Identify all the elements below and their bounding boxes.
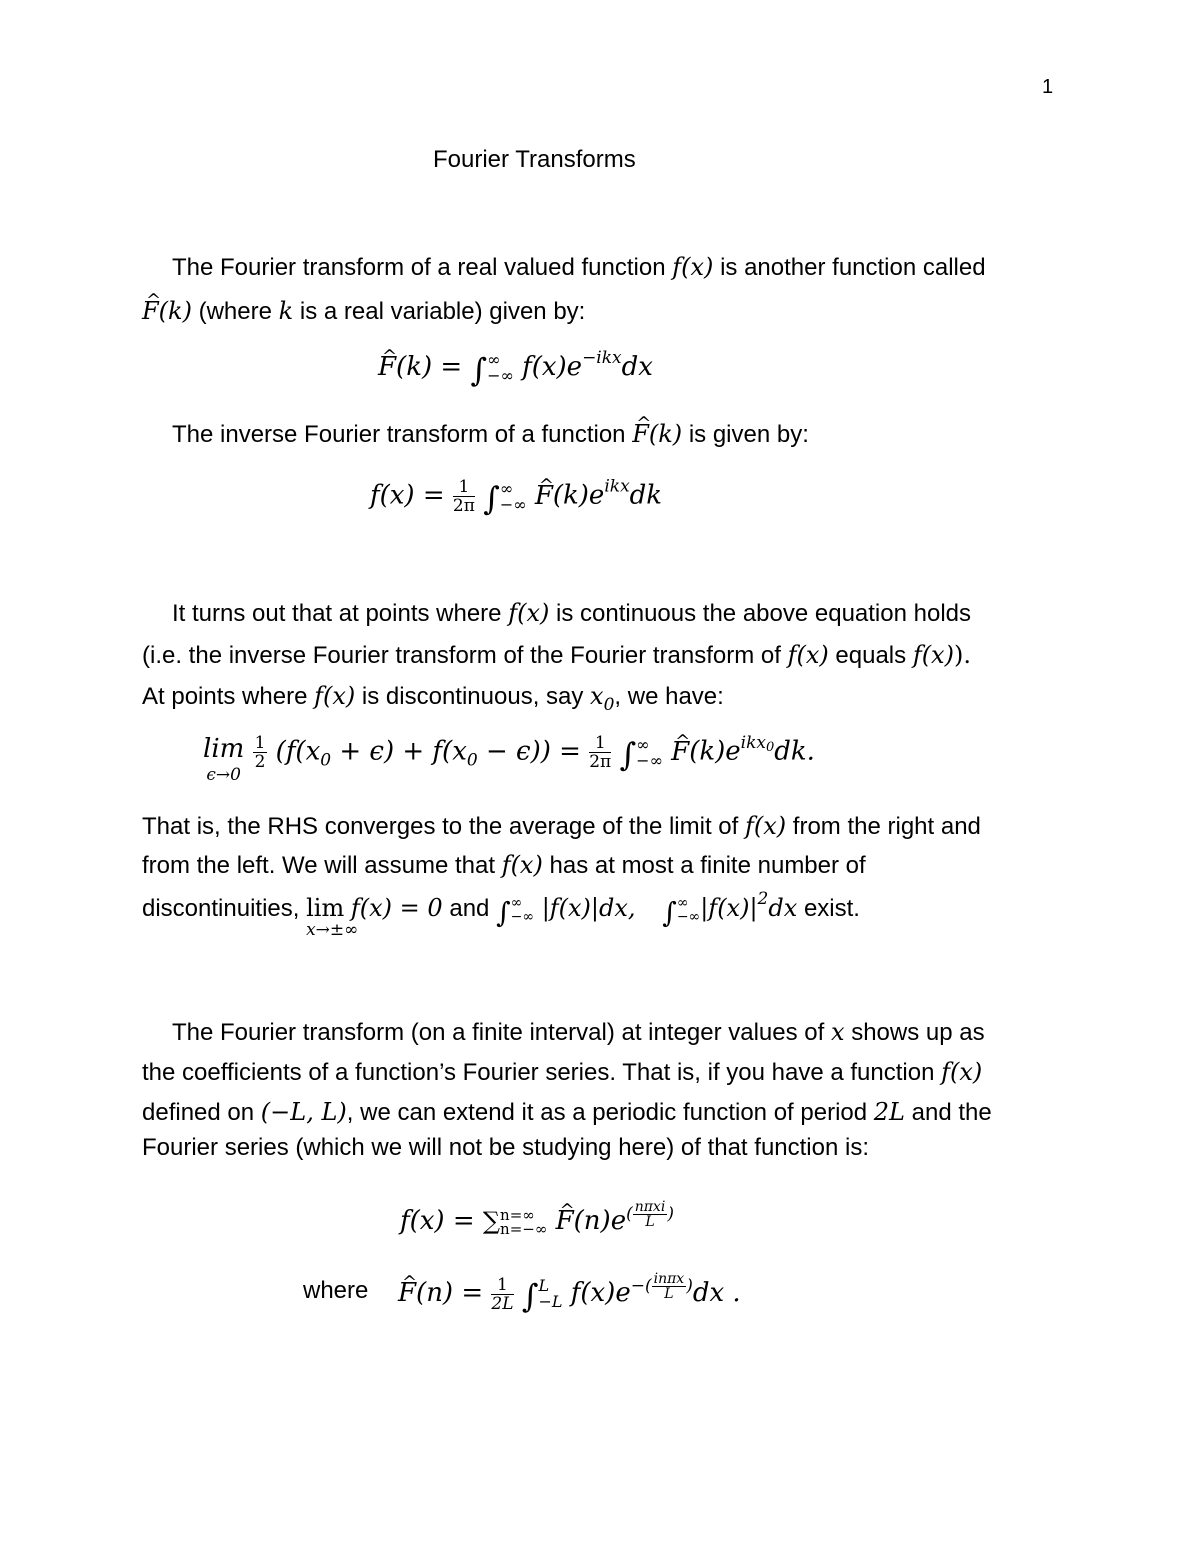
- math-f-of-x-equals-0: f(x) = 0: [350, 894, 443, 922]
- text-span: (where: [198, 298, 272, 325]
- text-span: and: [449, 895, 490, 922]
- text-span: is discontinuous, say: [361, 683, 584, 710]
- math-f-of-x: f(x): [787, 641, 829, 669]
- text-span: equals: [835, 642, 907, 669]
- paragraph-5-line-4: Fourier series (which we will not be studying here) of that function is:: [142, 1134, 869, 1161]
- text-span: from the left. We will assume that: [142, 852, 496, 879]
- math-interval: (−L, L): [260, 1098, 347, 1126]
- math-2L: 2L: [873, 1098, 905, 1126]
- paragraph-1-line-2: [142, 296, 585, 327]
- text-span: and the: [911, 1099, 992, 1126]
- lim-operator: lim x→±∞: [306, 894, 359, 940]
- text-span: exist.: [803, 895, 860, 922]
- text-span: is continuous the above equation holds: [556, 600, 972, 627]
- paragraph-4-line-2: [142, 850, 866, 881]
- paragraph-4-line-1: [142, 811, 981, 842]
- math-F-hat-of-k: ^ F(k): [142, 297, 192, 325]
- paragraph-3-line-1: [172, 598, 971, 629]
- text-span: (i.e. the inverse Fourier transform of the Fourier transform of: [142, 642, 781, 669]
- math-f-of-x: f(x): [508, 599, 550, 627]
- page-number: 1: [1042, 76, 1054, 98]
- page-title: Fourier Transforms: [433, 146, 636, 173]
- paragraph-2: [172, 419, 809, 450]
- math-integral-abs-f-squared: ∫ ∞ −∞ $|f(x)|^2dx$: [662, 889, 798, 929]
- math-x: x: [830, 1018, 845, 1046]
- math-integral-abs-f: ∫ ∞ −∞ |f(x)|dx,: [496, 894, 636, 929]
- text-span: The inverse Fourier transform of a function: [172, 421, 626, 448]
- math-F-hat-of-k: ^ F(k): [632, 420, 682, 448]
- lim-operator: lim ϵ→0: [203, 734, 245, 785]
- fourier-coefficient-equation: ^ F(n) = $\frac{1}{2L}$ ∫ L −L $f(x)e^{-( \frac{\text{inπx}}{L} )}dx$ .: [398, 1272, 741, 1313]
- fourier-transform-equation: ^ F(k) = ∫ ∞ −∞ $f(x)e^{-ikx}dx$: [378, 352, 653, 385]
- text-span: It turns out that at points where: [172, 600, 502, 627]
- text-span: , we can extend it as a periodic function of period: [346, 1099, 868, 1126]
- text-span: The Fourier transform of a real valued function: [172, 254, 666, 281]
- limit-average-equation: lim ϵ→0 $\frac{1}{2}$ $(f(x_0 + \epsilon) + f(x_0 - \epsilon))$ = $\frac{1}{2\pi}$ ∫ ∞ −∞ ^ $F(k)e^{ikx_0}dk$.: [203, 734, 815, 771]
- text-span: discontinuities,: [142, 895, 300, 922]
- math-f-of-x: f(x): [314, 682, 356, 710]
- math-f-of-x: f(x): [501, 851, 543, 879]
- text-span: is a real variable) given by:: [299, 298, 586, 325]
- text-span: the coefficients of a function’s Fourier series. That is, if you have a function: [142, 1059, 935, 1086]
- paragraph-3-line-2: (i.e. the inverse Fourier transform of the Fourier transform of f(x) equals f(x)).: [142, 641, 971, 669]
- math-k: k: [278, 297, 294, 325]
- math-f-of-x: f(x): [744, 812, 787, 840]
- text-span: has at most a finite number of: [549, 852, 866, 879]
- paragraph-5-line-1: [172, 1017, 985, 1048]
- fourier-series-equation: f(x) = ∑ n=∞ n=−∞ ^ $F(n)e^{( \frac{\text{nπxi}}{L} )}$: [400, 1200, 674, 1236]
- inverse-fourier-transform-equation: f(x) = $\frac{1}{2\pi}$ ∫ ∞ −∞ ^ $F(k)e^{ikx}dk$: [370, 478, 662, 515]
- text-span: The Fourier transform (on a finite interval) at integer values of: [172, 1019, 825, 1046]
- where-label: where: [303, 1277, 369, 1304]
- paragraph-5-line-3: [142, 1097, 992, 1128]
- text-span: shows up as: [851, 1019, 985, 1046]
- math-f-of-x: f(x): [912, 641, 954, 669]
- paragraph-3-line-3: [142, 681, 724, 715]
- text-span: is given by:: [688, 421, 809, 448]
- math-f-of-x: f(x): [672, 253, 714, 281]
- text-span: defined on: [142, 1099, 255, 1126]
- math-f-of-x: f(x): [941, 1058, 983, 1086]
- text-span: , we have:: [614, 683, 724, 710]
- text-span: At points where: [142, 683, 308, 710]
- paragraph-4-line-3: [142, 889, 860, 940]
- math-x0: $x_0$: [590, 682, 615, 715]
- paragraph-1-line-1: [172, 252, 986, 283]
- paragraph-5-line-2: [142, 1057, 982, 1088]
- text-span: That is, the RHS converges to the average of the limit of: [142, 813, 739, 840]
- text-span: is another function called: [720, 254, 986, 281]
- text-span: from the right and: [792, 813, 981, 840]
